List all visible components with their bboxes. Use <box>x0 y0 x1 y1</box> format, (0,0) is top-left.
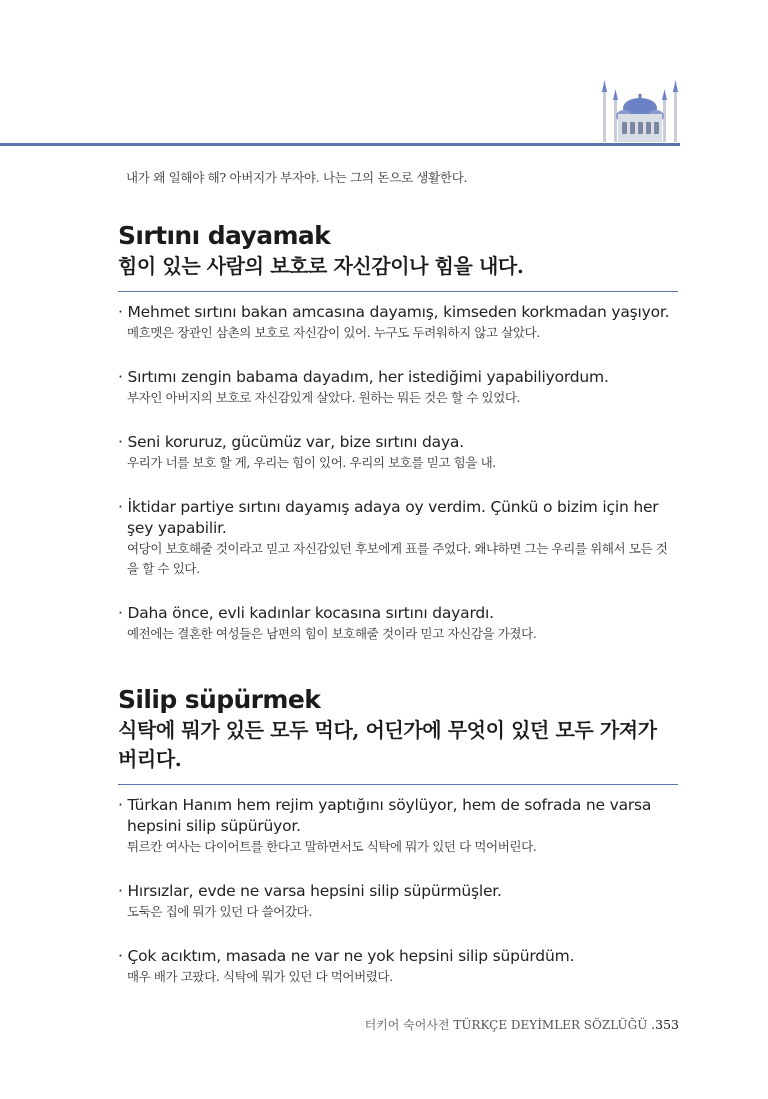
example-turkish: · Çok acıktım, masada ne var ne yok hepsini silip süpürdüm. <box>118 947 575 965</box>
example-turkish: · Mehmet sırtını bakan amcasına dayamış, kimseden korkmadan yaşıyor. <box>118 303 670 321</box>
example-korean: 우리가 너를 보호 할 게, 우리는 힘이 있어. 우리의 보호를 믿고 힘을 내. <box>127 455 496 470</box>
example-korean: 여당이 보호해줄 것이라고 믿고 자신감있던 후보에게 표를 주었다. 왜냐하면 그는 우리를 위해서 모든 것을 할 수 있다. <box>127 541 668 576</box>
example-korean: 예전에는 결혼한 여성들은 남편의 힘이 보호해줄 것이라 믿고 자신감을 가졌다. <box>127 626 537 641</box>
example <box>118 795 678 857</box>
idiom-title: Sırtını dayamak <box>118 221 331 250</box>
example-turkish: · Seni koruruz, gücümüz var, bize sırtını daya. <box>118 433 464 451</box>
entry-divider <box>118 784 678 785</box>
example <box>118 881 678 922</box>
page-number: .353 <box>651 1017 679 1032</box>
idiom-meaning: 힘이 있는 사람의 보호로 자신감이나 힘을 내다. <box>118 254 524 278</box>
carryover-translation: 내가 왜 일해야 해? 아버지가 부자야. 나는 그의 돈으로 생활한다. <box>126 170 468 185</box>
idiom-entry <box>118 222 678 644</box>
example-korean: 메흐멧은 장관인 삼촌의 보호로 자신감이 있어. 누구도 두려워하지 않고 살았다. <box>127 325 540 340</box>
entry-divider <box>118 291 678 292</box>
example <box>118 432 678 473</box>
example <box>118 603 678 644</box>
example-turkish: · İktidar partiye sırtını dayamış adaya oy verdim. Çünkü o bizim için her şey yapabilir. <box>118 498 659 537</box>
example <box>118 946 678 987</box>
example-turkish: · Daha önce, evli kadınlar kocasına sırtını dayardı. <box>118 604 494 622</box>
mosque-illustration-icon <box>600 78 680 144</box>
example-turkish: · Türkan Hanım hem rejim yaptığını söylüyor, hem de sofrada ne varsa hepsini silip süpürüyor. <box>118 796 652 835</box>
idiom-entry <box>118 686 678 987</box>
example <box>118 497 678 579</box>
example-turkish: · Hırsızlar, evde ne varsa hepsini silip süpürmüşler. <box>118 882 502 900</box>
book-title: 터키어 숙어사전 TÜRKÇE DEYİMLER SÖZLÜĞÜ <box>364 1018 648 1032</box>
example-korean: 매우 배가 고팠다. 식탁에 뭐가 있던 다 먹어버렸다. <box>127 969 393 984</box>
idiom-meaning: 식탁에 뭐가 있든 모두 먹다, 어딘가에 무엇이 있던 모두 가져가 버리다. <box>118 718 657 771</box>
example-korean: 부자인 아버지의 보호로 자신감있게 살았다. 원하는 뭐든 것은 할 수 있었다. <box>127 390 521 405</box>
example-turkish: · Sırtımı zengin babama dayadım, her istediğimi yapabiliyordum. <box>118 368 609 386</box>
example <box>118 302 678 343</box>
idiom-title: Silip süpürmek <box>118 685 321 714</box>
example-korean: 튀르칸 여사는 다이어트를 한다고 말하면서도 식탁에 뭐가 있던 다 먹어버린다. <box>127 839 537 854</box>
example <box>118 367 678 408</box>
page-content <box>118 168 678 1011</box>
header-rule <box>0 143 680 146</box>
example-korean: 도둑은 집에 뭐가 있던 다 쓸어갔다. <box>127 904 312 919</box>
page-footer <box>365 1016 679 1033</box>
